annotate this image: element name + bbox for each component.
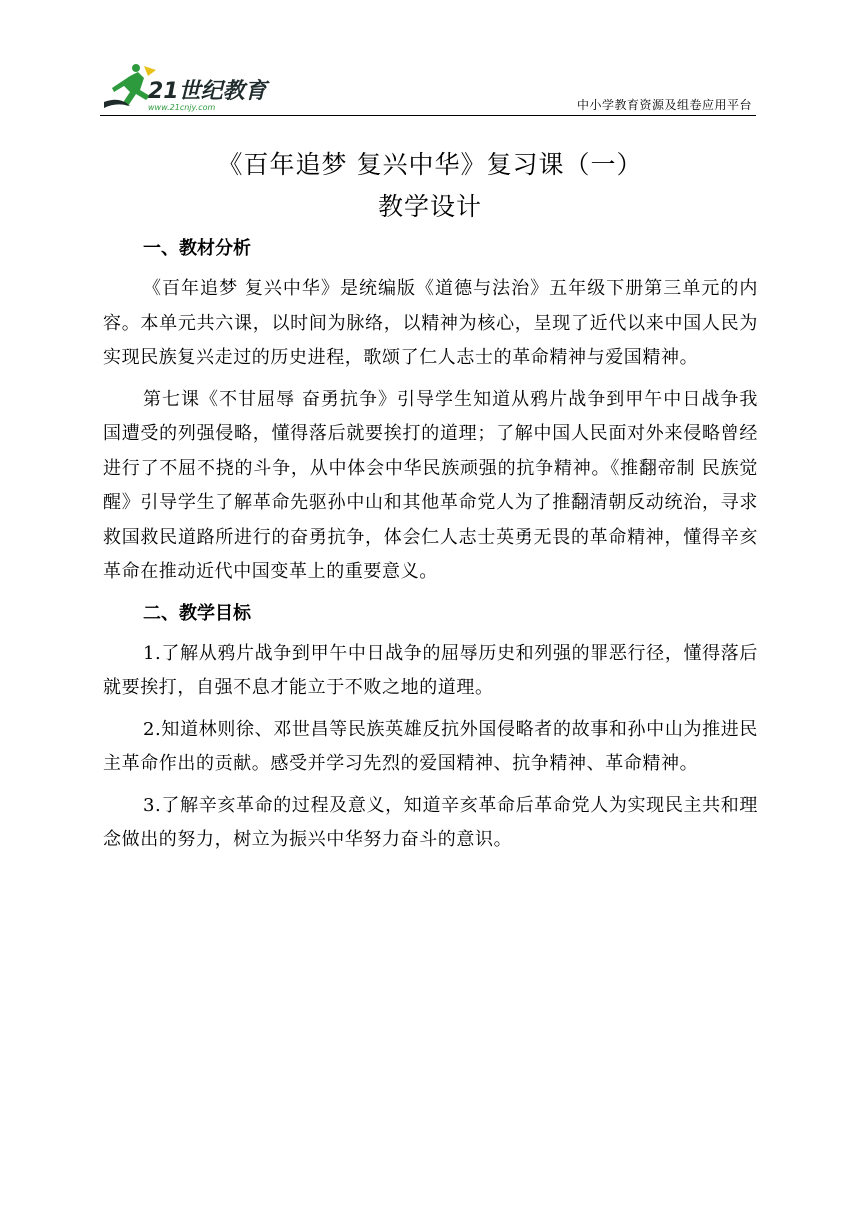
paragraph: 第七课《不甘屈辱 奋勇抗争》引导学生知道从鸦片战争到甲午中日战争我国遭受的列强侵略，懂得落后就要挨打的道理；了解中国人民面对外来侵略曾经进行了不屈不挠的斗争，从中体会中华民族顽强的抗争精神。《推翻帝制 民族觉醒》引导学生了解革命先驱孙中山和其他革命党人为了推翻清朝反动统治，寻求救国救民道路所进行的奋勇抗争，体会仁人志士英勇无畏的革命精神，懂得辛亥革命在推动近代中国变革上的重要意义。 (103, 388, 758, 582)
flag-icon (144, 66, 156, 76)
platform-label: 中小学教育资源及组卷应用平台 (576, 98, 752, 112)
logo-graphic (100, 62, 270, 116)
header-divider (100, 115, 756, 116)
section-heading-analysis: 一、教材分析 (143, 238, 251, 259)
runner-head-icon (132, 64, 140, 72)
section-heading-objectives: 二、教学目标 (143, 602, 251, 624)
logo-url: www.21cnjy.com (148, 103, 216, 112)
objective-item: 3.了解辛亥革命的过程及意义，知道辛亥革命后革命党人为实现民主共和理念做出的努力，树立为振兴中华努力奋斗的意识。 (103, 794, 758, 850)
site-logo (100, 62, 270, 116)
document-body (103, 232, 758, 865)
page-header (100, 62, 756, 116)
logo-text: 21世纪教育 (148, 79, 267, 104)
document-subtitle: 教学设计 (377, 192, 482, 221)
paragraph: 《百年追梦 复兴中华》是统编版《道德与法治》五年级下册第三单元的内容。本单元共六课，以时间为脉络，以精神为核心，呈现了近代以来中国人民为实现民族复兴走过的历史进程，歌颂了仁人志士的革命精神与爱国精神。 (103, 278, 758, 368)
objective-item: 1.了解从鸦片战争到甲午中日战争的屈辱历史和列强的罪恶行径，懂得落后就要挨打，自强不息才能立于不败之地的道理。 (103, 642, 758, 698)
objective-item: 2.知道林则徐、邓世昌等民族英雄反抗外国侵略者的故事和孙中山为推进民主革命作出的贡献。感受并学习先烈的爱国精神、抗争精神、革命精神。 (103, 718, 758, 774)
document-title: 《百年追梦 复兴中华》复习课（一） (217, 150, 643, 179)
